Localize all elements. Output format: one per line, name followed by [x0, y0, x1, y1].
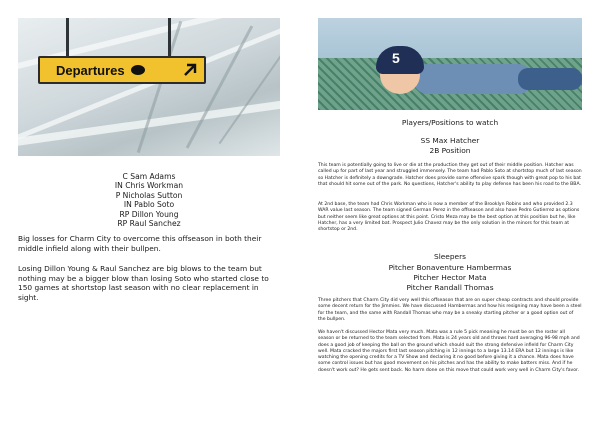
right-paragraph: This team is potentially going to live or die at the production they get out of their middle position. Hatcher was called up for part of last year and struggled immensely. The team had Pablo Soto at shortstop much of last season so Hatcher is definitely a downgrade. Hatcher does provide some offensive spark though with great pop to his bat that should hit some out of the park. No questions, Hatcher's ability to play defense has been his road to the BBA.: [318, 163, 582, 187]
baseball-cap: [376, 46, 424, 74]
sign-text: Departures: [56, 62, 125, 78]
roster-item: P Nicholas Sutton: [115, 190, 183, 200]
sleeper-item: Pitcher Bonaventure Hambermas: [388, 263, 512, 272]
arrow-up-right-icon: [182, 62, 198, 78]
roster-item: IN Pablo Soto: [123, 200, 175, 210]
right-paragraph: Three pitchers that Charm City did very well this offseason that are on super cheap contracts and should provide some decent return for the Jimmies. We have discussed Hambermas and how his resigning may have been a steel for the team, and the same with Randall Thomas who may be a sneaky starting pitcher or a good option out of the bullpen.: [318, 298, 582, 322]
player-position: 2B Position: [429, 146, 471, 155]
right-paragraph: At 2nd base, the team had Chris Workman who is now a member of the Brooklyn Robins and who provided 2.3 WAR value last season. The team signed German Perez in the offseason and also have Pedro Gutierrez as options but neither seem like great options at this point. Cristo Meza may be the best option at this position but he, like Hatcher, has a very limited bat. Prospect Julio Chavez may be the only solution in the minors for this team at shortstop or 2nd.: [318, 202, 580, 233]
child-legs: [518, 68, 582, 90]
left-paragraph: Losing Dillon Young & Raul Sanchez are big blows to the team but nothing may be a bigger blow than losing Soto who started close to 150 games at shortstop last season with no clear replacement in sight.: [18, 264, 269, 302]
departures-sign-photo: [18, 18, 280, 156]
sleeper-item: Pitcher Randall Thomas: [406, 283, 494, 292]
cap-number: 5: [392, 50, 400, 66]
sign-pole: [66, 18, 69, 58]
right-page: [300, 0, 600, 424]
plane-icon: [131, 65, 145, 75]
player-name: SS Max Hatcher: [420, 136, 480, 145]
roster-list: [18, 172, 280, 228]
left-paragraph: Big losses for Charm City to overcome this offseason in both their middle infield along with their bullpen.: [18, 234, 262, 253]
section-heading: Players/Positions to watch: [401, 118, 499, 127]
sleepers-title: Sleepers: [434, 252, 466, 261]
sign-pole: [168, 18, 171, 58]
roster-item: IN Chris Workman: [114, 181, 184, 191]
roster-item: RP Raul Sanchez: [117, 219, 181, 229]
child-body: [413, 64, 533, 94]
roster-item: C Sam Adams: [122, 172, 176, 181]
right-paragraph: We haven't discussed Hector Mata very much. Mata was a rule 5 pick meaning he must be on the roster all season or be returned to the team selected from. Mata is 24 years old and throws hard averaging 96-98 mph and does a good job of keeping the ball on the ground which should suit the strong defensive infield for Charm City well. Mata cracked the majors first last season pitching in 12 innings to a large 13.14 ERA but 12 innings is like watching the opening credits for a TV Show and declaring it no good before giving it a chance. Mata does have some control issues but has good movement on his pitches and has the ability to make batters miss. And if he doesn't work out? He gets sent back. No harm done on this move that could work very well in Charm City's favor.: [318, 330, 580, 373]
hammock-photo: [318, 18, 582, 110]
sleeper-item: Pitcher Hector Mata: [413, 273, 487, 282]
departures-sign: [38, 56, 206, 84]
roster-item: RP Dillon Young: [119, 209, 179, 219]
